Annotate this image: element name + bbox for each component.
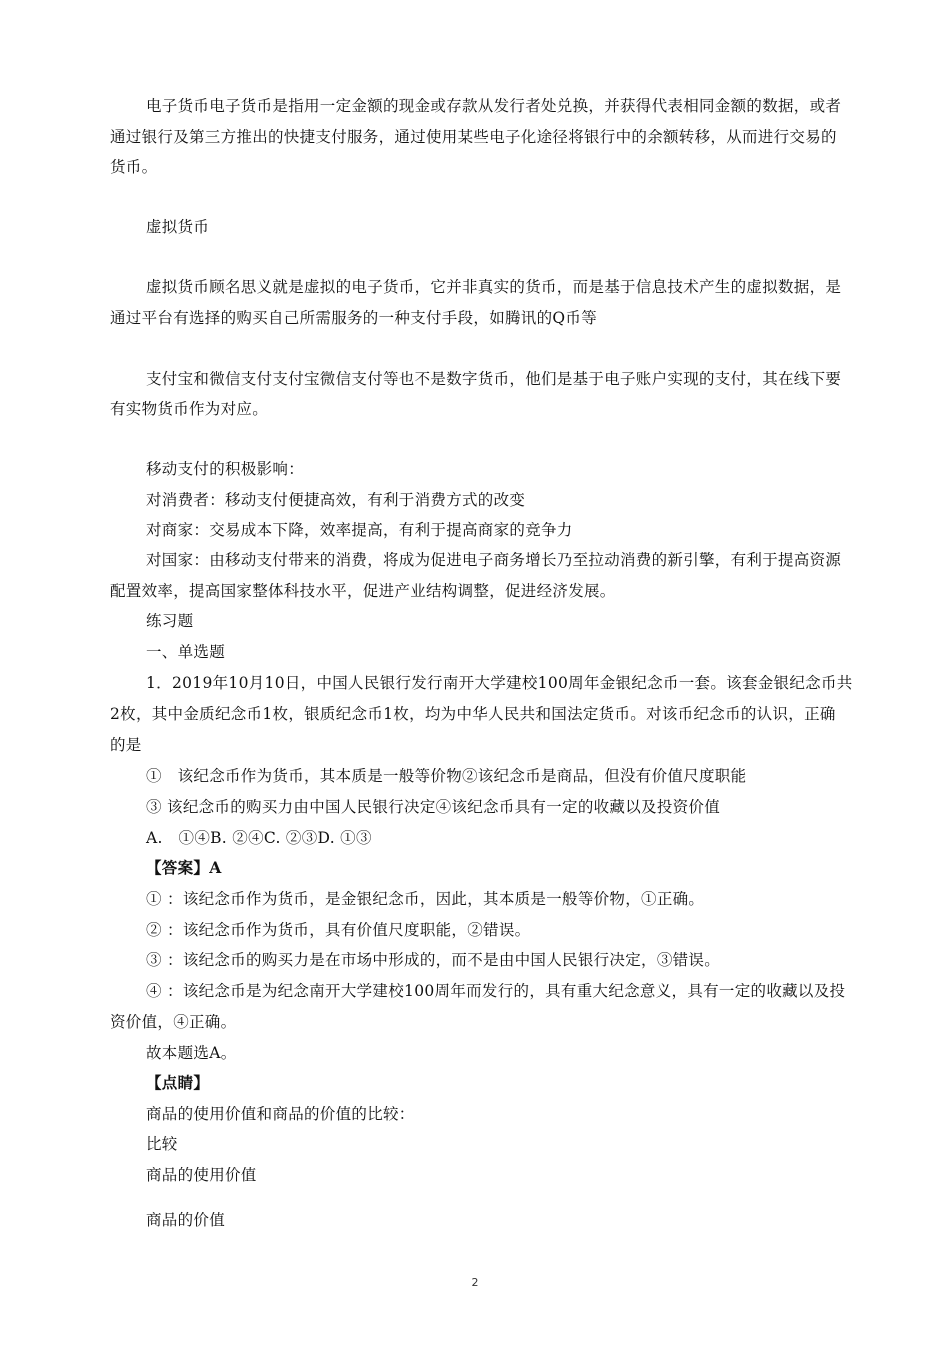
statement-line-2: ③ 该纪念币的购买力由中国人民银行决定④该纪念币具有一定的收藏以及投资价值: [146, 798, 721, 816]
country-line-1: 对国家：由移动支付带来的消费，将成为促进电子商务增长乃至拉动消费的新引擎，有利于提高资源: [146, 551, 842, 569]
alipay-line-2: 有实物货币作为对应。: [110, 400, 269, 418]
virtual-line-2: 通过平台有选择的购买自己所需服务的一种支付手段，如腾讯的Q币等: [110, 309, 598, 327]
conclusion-line: 故本题选A。: [146, 1044, 237, 1062]
explanation-4: ④ ：该纪念币是为纪念南开大学建校100周年而发行的，具有重大纪念意义，具有一定的收藏以及投: [146, 982, 846, 1000]
explanation-1: ① ：该纪念币作为货币，是金银纪念币，因此，其本质是一般等价物，①正确。: [146, 890, 705, 908]
page-number: 2: [471, 1276, 479, 1289]
explanation-3: ③ ：该纪念币的购买力是在市场中形成的，而不是由中国人民银行决定，③错误。: [146, 951, 721, 969]
value-label: 商品的价值: [146, 1211, 226, 1229]
explanation-2: ② ：该纪念币作为货币，具有价值尺度职能，②错误。: [146, 921, 531, 939]
explanation-5: 资价值，④正确。: [110, 1013, 237, 1031]
merchants-line: 对商家：交易成本下降，效率提高，有利于提高商家的竞争力: [146, 521, 573, 539]
tip-label: 【点睛】: [146, 1073, 210, 1092]
ecash-line-1: 电子货币电子货币是指用一定金额的现金或存款从发行者处兑换，并获得代表相同金额的数据，或者: [146, 97, 842, 115]
ecash-line-3: 货币。: [110, 158, 158, 176]
country-line-2: 配置效率，提高国家整体科技水平，促进产业结构调整，促进经济发展。: [110, 582, 616, 600]
virtual-heading: 虚拟货币: [146, 218, 210, 236]
virtual-line-1: 虚拟货币顾名思义就是虚拟的电子货币，它并非真实的货币，而是基于信息技术产生的虚拟数据，是: [146, 278, 842, 296]
statement-line-1: ① 该纪念币作为货币，其本质是一般等价物②该纪念币是商品，但没有价值尺度职能: [146, 767, 747, 785]
use-value-label: 商品的使用价值: [146, 1166, 257, 1184]
question-line-1: 1．2019年10月10日，中国人民银行发行南开大学建校100周年金银纪念币一套。该套金银纪念币共: [146, 674, 853, 692]
consumers-line: 对消费者：移动支付便捷高效，有利于消费方式的改变: [146, 491, 526, 509]
compare-title: 商品的使用价值和商品的价值的比较：: [146, 1105, 415, 1123]
alipay-line-1: 支付宝和微信支付支付宝微信支付等也不是数字货币，他们是基于电子账户实现的支付，其在线下要: [146, 370, 842, 388]
exercises-title: 练习题: [146, 612, 194, 630]
section-heading: 一、单选题: [146, 643, 226, 661]
question-line-3: 的是: [110, 736, 142, 754]
mobile-heading: 移动支付的积极影响：: [146, 460, 305, 478]
question-line-2: 2枚，其中金质纪念币1枚，银质纪念币1枚，均为中华人民共和国法定货币。对该币纪念币的认识，正确: [110, 705, 836, 723]
ecash-line-2: 通过银行及第三方推出的快捷支付服务，通过使用某些电子化途径将银行中的余额转移，从而进行交易的: [110, 128, 837, 146]
compare-header: 比较: [146, 1135, 178, 1153]
options-line: A. ①④B. ②④C. ②③D. ①③: [146, 829, 372, 847]
answer-label: 【答案】A: [146, 858, 222, 877]
